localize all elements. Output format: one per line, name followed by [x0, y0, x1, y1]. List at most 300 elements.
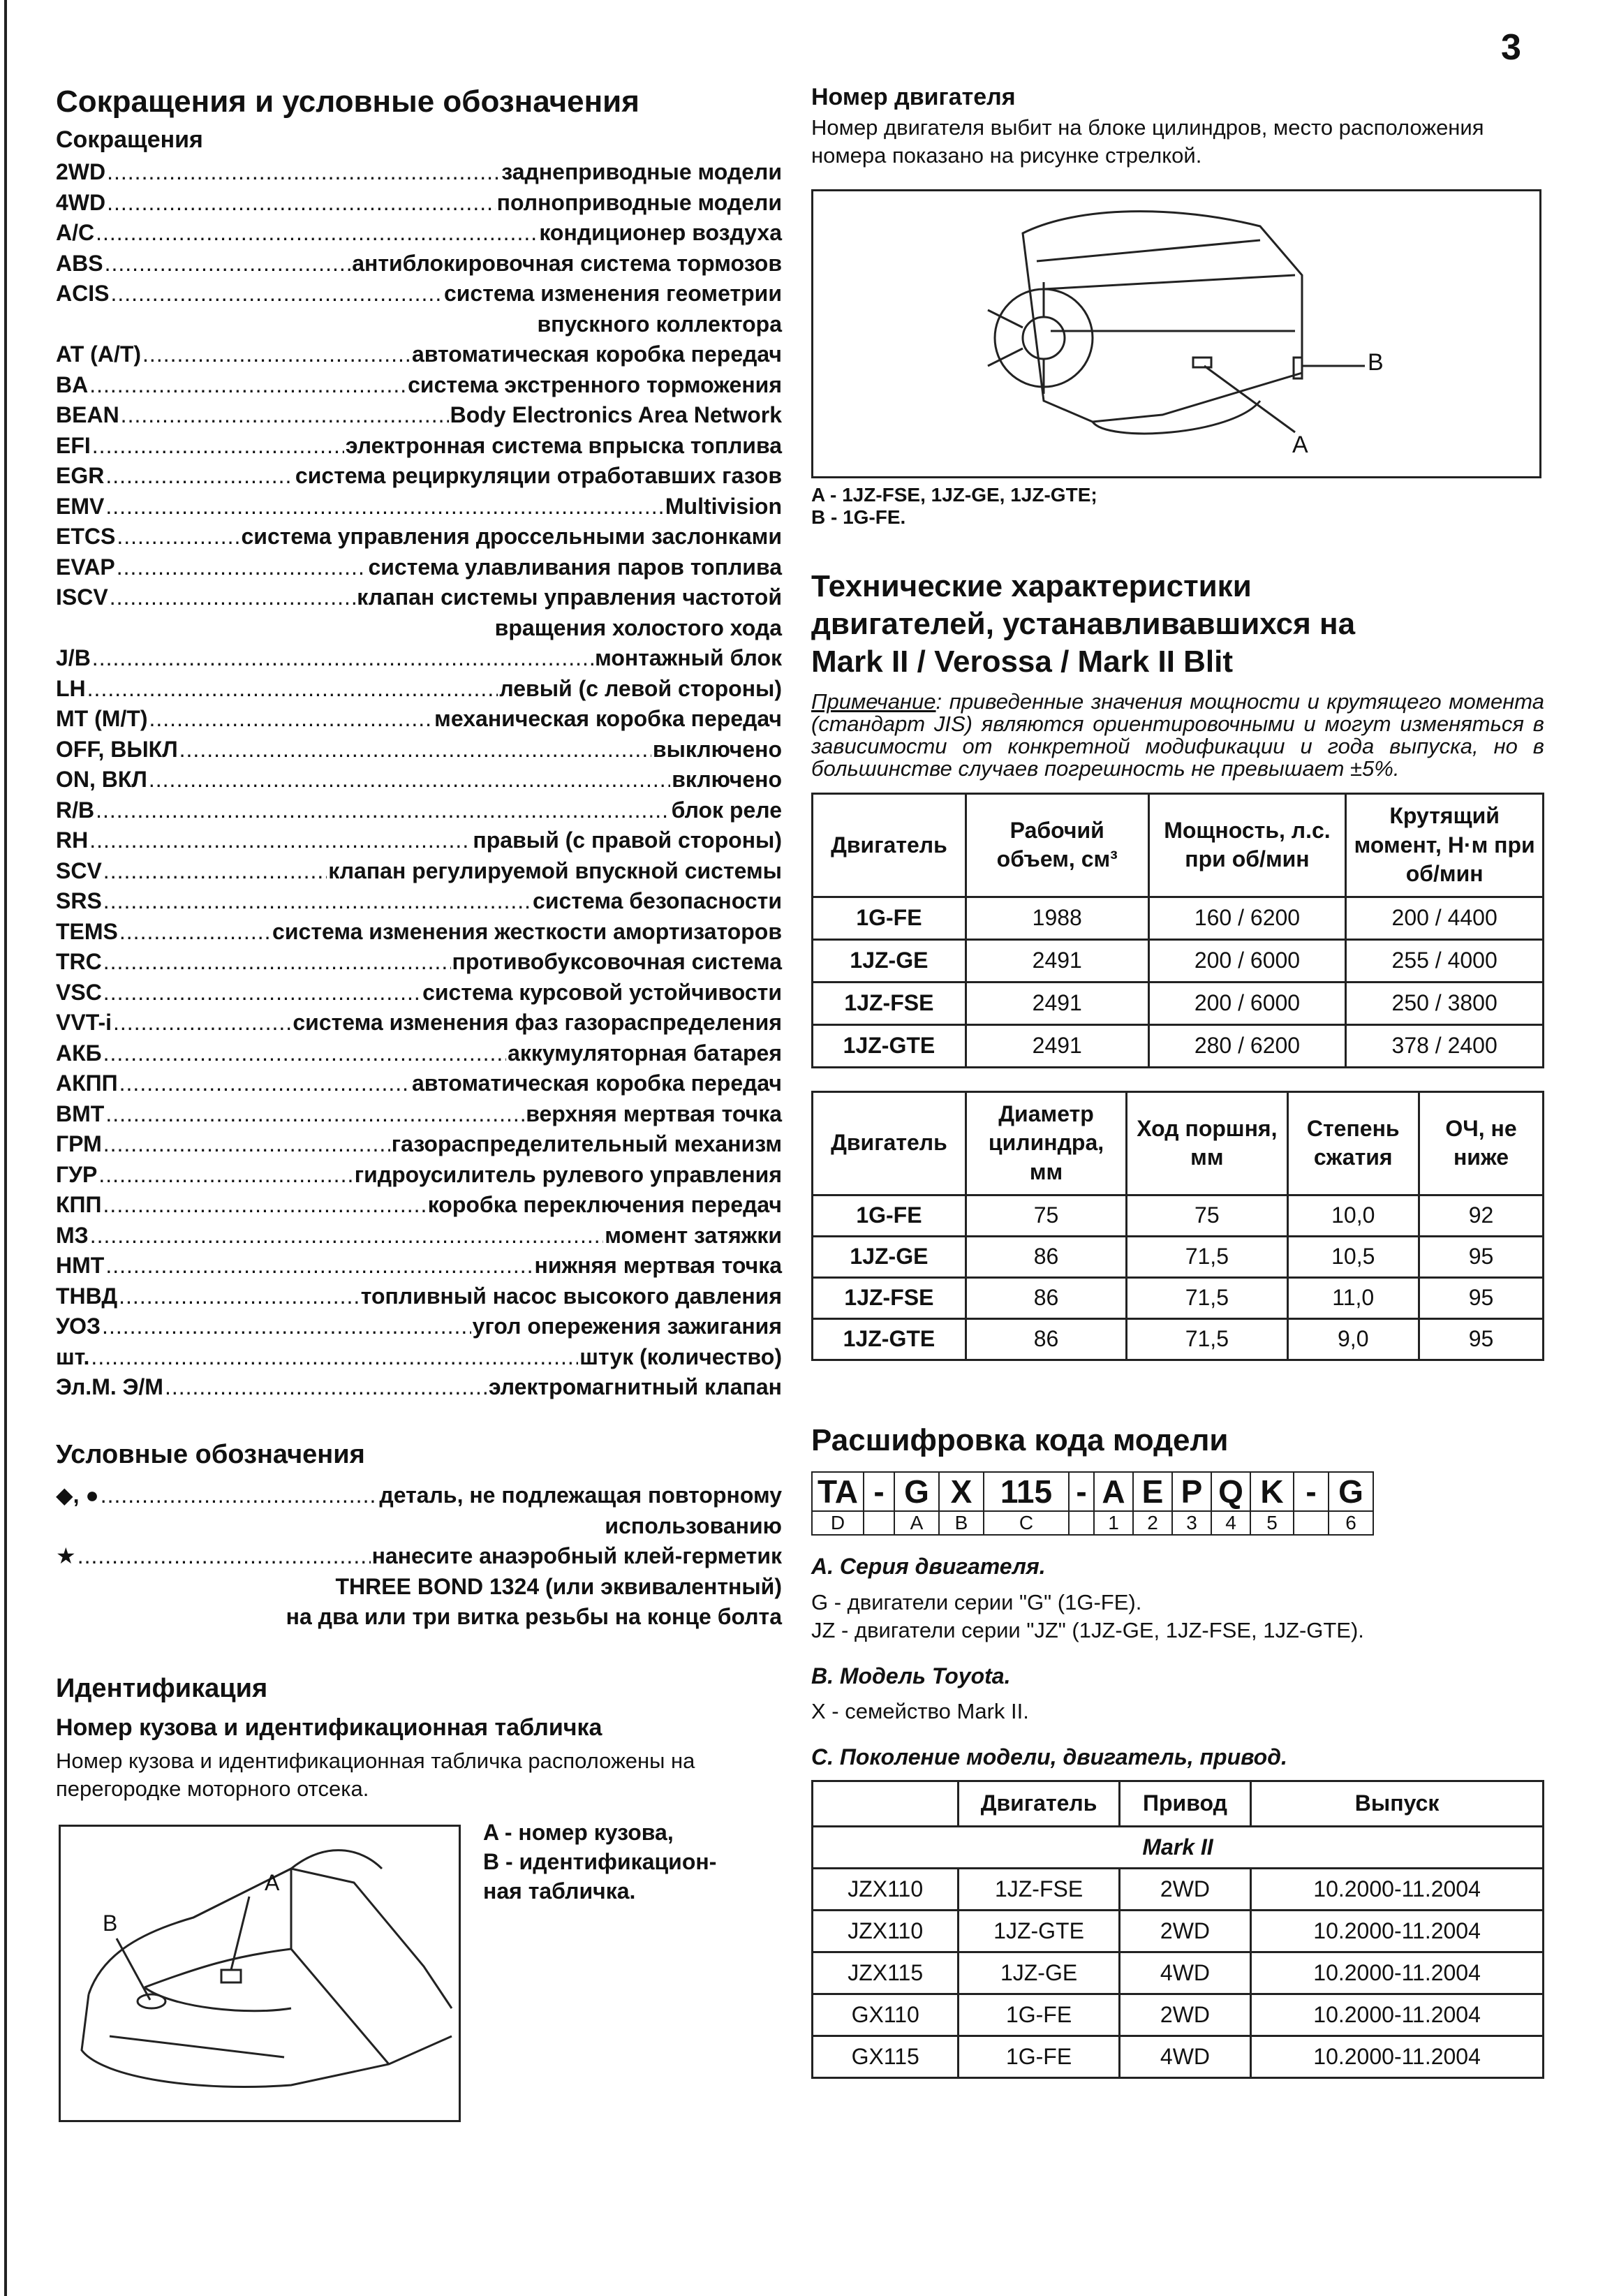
abbr-row: [56, 1281, 782, 1312]
dot-leader: [142, 339, 411, 370]
code-cell: 115: [984, 1472, 1069, 1511]
abbr-value: угол опережения зажигания: [472, 1313, 782, 1339]
table-cell: 200 / 4400: [1346, 897, 1544, 939]
identification-subtitle: Номер кузова и идентификационная табличка: [56, 1714, 602, 1742]
table-row: [813, 1994, 1544, 2036]
abbr-row: [56, 1342, 782, 1373]
table-cell: 95: [1419, 1236, 1543, 1277]
specs-title-line-1: Технические характеристики: [811, 569, 1252, 604]
dot-leader: [110, 582, 356, 613]
abbr-row: [56, 1160, 782, 1191]
code-index-cell: 3: [1172, 1511, 1211, 1535]
abbr-value: кондиционер воздуха: [539, 220, 782, 246]
specs-title-line-3: Mark II / Verossa / Mark II Blit: [811, 645, 1234, 679]
code-index-cell: C: [984, 1511, 1069, 1535]
abbr-row: [56, 1099, 782, 1130]
section-b-title: B. Модель Toyota.: [811, 1663, 1011, 1688]
table-cell: 86: [966, 1277, 1126, 1318]
abbr-value: клапан системы управления частотой: [357, 584, 782, 610]
code-index-cell: D: [812, 1511, 864, 1535]
table-header-cell: [813, 1781, 959, 1827]
table-cell: 2491: [966, 939, 1148, 982]
abbr-key: J/B: [56, 645, 91, 671]
engine-drawing: [813, 191, 1539, 476]
engine-number-title: Номер двигателя: [811, 84, 1016, 110]
abbr-continuation: на два или три витка резьбы на конце болта: [286, 1604, 782, 1630]
dot-leader: [77, 1541, 371, 1572]
dot-leader: [119, 1068, 411, 1099]
code-cell: -: [1294, 1472, 1329, 1511]
abbr-key: ТНВД: [56, 1283, 118, 1309]
abbr-continuation: THREE BOND 1324 (или эквивалентный): [335, 1573, 782, 1599]
dot-leader: [103, 978, 421, 1008]
abbr-value: верхняя мертвая точка: [526, 1101, 782, 1126]
code-index-cell: 5: [1250, 1511, 1294, 1535]
left-column: [56, 84, 782, 2125]
table-header-cell: Ход поршня, мм: [1127, 1091, 1287, 1195]
identification-section-title: Идентификация: [56, 1673, 268, 1703]
abbr-value: автоматическая коробка передач: [412, 341, 782, 367]
abbr-continuation: впускного коллектора: [537, 311, 782, 337]
right-column: [811, 82, 1544, 2079]
abbr-value: коробка переключения передач: [427, 1192, 782, 1218]
table-header-cell: Двигатель: [959, 1781, 1119, 1827]
abbr-value: система изменения геометрии: [443, 281, 782, 307]
abbr-value: включено: [672, 767, 782, 793]
abbr-value: система рециркуляции отработавших газов: [295, 463, 782, 489]
abbr-row: [56, 1129, 782, 1160]
table-cell: 2WD: [1119, 1910, 1250, 1952]
abbr-key: КПП: [56, 1192, 102, 1218]
abbr-value: Body Electronics Area Network: [450, 402, 782, 428]
section-c-title: C. Поколение модели, двигатель, привод.: [811, 1744, 1287, 1769]
table-cell: 255 / 4000: [1346, 939, 1544, 982]
car-figure-area: [56, 1818, 782, 2125]
abbr-key: ГУР: [56, 1161, 98, 1187]
engine-caption-b: B - 1G-FE.: [811, 506, 906, 529]
abbr-key: ★: [56, 1543, 76, 1569]
table-row: [813, 1318, 1544, 1360]
code-index-cell: A: [894, 1511, 939, 1535]
table-header-row: [813, 794, 1544, 897]
table-cell: 10,0: [1287, 1195, 1419, 1236]
code-cell: A: [1094, 1472, 1133, 1511]
table-header-cell: Степень сжатия: [1287, 1091, 1419, 1195]
dot-leader: [113, 1008, 291, 1038]
abbr-value: система управления дроссельными заслонками: [241, 524, 782, 550]
table-header-cell: ОЧ, не ниже: [1419, 1091, 1543, 1195]
abbreviations-subtitle: Сокращения: [56, 126, 203, 153]
dot-leader: [96, 795, 670, 826]
table-header-row: [813, 1781, 1544, 1827]
car-drawing: [61, 1827, 459, 2120]
table-cell: 75: [966, 1195, 1126, 1236]
table-cell: 10.2000-11.2004: [1251, 1868, 1544, 1910]
engine-number-text: Номер двигателя выбит на блоке цилиндров, место расположения номера показано на рисунке стрелкой.: [811, 115, 1484, 168]
abbr-value: система безопасности: [533, 888, 782, 914]
abbr-key: BA: [56, 371, 89, 397]
abbr-row: [56, 886, 782, 917]
abbr-key: ACIS: [56, 281, 110, 307]
table-cell: 71,5: [1127, 1236, 1287, 1277]
dot-leader: [89, 825, 471, 856]
dot-leader: [103, 886, 531, 917]
abbr-key: VSC: [56, 979, 102, 1005]
dot-leader: [165, 1372, 487, 1403]
code-cell: -: [864, 1472, 894, 1511]
abbreviation-list: [56, 157, 782, 1403]
abbr-row: [56, 1221, 782, 1251]
specs-title: [811, 568, 1544, 681]
dot-leader: [103, 947, 451, 978]
abbr-value: блок реле: [671, 797, 782, 823]
dot-leader: [119, 917, 271, 948]
abbr-row: [56, 856, 782, 887]
abbr-row: [56, 552, 782, 583]
table-cell: 1JZ-GE: [959, 1952, 1119, 1994]
dot-leader: [96, 218, 538, 249]
dot-leader: [149, 704, 434, 735]
table-row: [813, 1952, 1544, 1994]
table-cell: 280 / 6200: [1148, 1024, 1346, 1067]
model-code-table: [811, 1471, 1374, 1536]
specs-title-line-2: двигателей, устанавливавшихся на: [811, 607, 1356, 642]
abbr-key: A/C: [56, 220, 95, 246]
abbr-value: заднеприводные модели: [501, 159, 782, 185]
abbr-value: электромагнитный клапан: [488, 1374, 782, 1400]
dot-leader: [117, 552, 367, 583]
table-cell: 1G-FE: [959, 2036, 1119, 2077]
abbr-row: [56, 461, 782, 492]
abbr-value: газораспределительный механизм: [391, 1131, 782, 1157]
table-cell: 9,0: [1287, 1318, 1419, 1360]
engine-caption-a: A - 1JZ-FSE, 1JZ-GE, 1JZ-GTE;: [811, 484, 1097, 506]
car-label-a: A: [265, 1869, 280, 1895]
table-cell: 2WD: [1119, 1994, 1250, 2036]
abbr-row: [56, 643, 782, 674]
abbr-value: автоматическая коробка передач: [412, 1070, 782, 1096]
abbr-value: механическая коробка передач: [434, 706, 782, 732]
table-row: [813, 1195, 1544, 1236]
table-cell: 2WD: [1119, 1868, 1250, 1910]
code-top-row: [812, 1472, 1373, 1511]
abbr-key: TEMS: [56, 918, 118, 944]
page-edge-line: [4, 0, 7, 2296]
abbr-key: EFI: [56, 432, 91, 458]
abbr-row: [56, 188, 782, 219]
abbr-key: ON, ВКЛ: [56, 767, 147, 793]
abbreviations-section-title: Сокращения и условные обозначения: [56, 84, 639, 119]
abbr-row: [56, 1480, 782, 1511]
dot-leader: [105, 1099, 524, 1130]
table-row: [813, 1910, 1544, 1952]
table-cell: 95: [1419, 1318, 1543, 1360]
abbr-value: штук (количество): [579, 1344, 782, 1369]
abbr-key: MT (M/T): [56, 706, 148, 732]
table-cell: 92: [1419, 1195, 1543, 1236]
car-caption-b1: B - идентификацион-: [483, 1848, 717, 1874]
section-b-line-1: X - семейство Mark II.: [811, 1699, 1029, 1724]
note-text: : приведенные значения мощности и крутящего момента (стандарт JIS) являются ориентировочными и могут изменяться в зависимости от конкретной модификации и года выпуска, но в большинстве случаев погрешность не превышает ±5%.: [811, 689, 1544, 781]
table-cell: 86: [966, 1318, 1126, 1360]
abbr-value: деталь, не подлежащая повторному: [379, 1482, 782, 1508]
table-cell: 1JZ-FSE: [813, 982, 966, 1024]
table-row: [813, 897, 1544, 939]
table-cell: 160 / 6200: [1148, 897, 1346, 939]
abbr-value: аккумуляторная батарея: [508, 1040, 782, 1066]
table-cell: 1JZ-GTE: [813, 1318, 966, 1360]
abbr-value: противобуксовочная система: [452, 949, 782, 975]
engine-caption: [811, 484, 1544, 529]
dot-leader: [91, 1342, 578, 1373]
abbr-key: OFF, ВЫКЛ: [56, 736, 178, 762]
abbr-continuation: вращения холостого хода: [494, 615, 782, 640]
table-cell: 1JZ-GTE: [813, 1024, 966, 1067]
table-cell: JZX115: [813, 1952, 959, 1994]
model-code-title: Расшифровка кода модели: [811, 1422, 1229, 1457]
table-row: [813, 1277, 1544, 1318]
abbr-value: система изменения фаз газораспределения: [293, 1010, 782, 1036]
abbr-row: [56, 279, 782, 309]
symbol-list: [56, 1480, 782, 1633]
abbr-key: RH: [56, 827, 89, 853]
abbr-key: 4WD: [56, 189, 106, 215]
dot-leader: [105, 492, 664, 522]
dot-leader: [92, 643, 593, 674]
dot-leader: [92, 431, 344, 462]
table-cell: 10.2000-11.2004: [1251, 2036, 1544, 2077]
table-header-cell: Диаметр цилиндра, мм: [966, 1091, 1126, 1195]
abbr-value: система курсовой устойчивости: [422, 979, 782, 1005]
abbr-key: ВМТ: [56, 1101, 105, 1126]
abbr-row: [56, 582, 782, 613]
dot-leader: [101, 1480, 378, 1511]
dot-leader: [102, 1311, 471, 1342]
abbr-row: [56, 1038, 782, 1069]
table-cell: 11,0: [1287, 1277, 1419, 1318]
table-cell: 95: [1419, 1277, 1543, 1318]
abbr-continuation: использованию: [605, 1513, 782, 1538]
table-cell: 10,5: [1287, 1236, 1419, 1277]
code-cell: G: [894, 1472, 939, 1511]
dot-leader: [105, 249, 351, 279]
dot-leader: [105, 1251, 533, 1281]
table-cell: 10.2000-11.2004: [1251, 1994, 1544, 2036]
table-header-cell: Выпуск: [1251, 1781, 1544, 1827]
code-cell: G: [1329, 1472, 1373, 1511]
abbr-key: МЗ: [56, 1222, 89, 1248]
code-index-cell: 2: [1133, 1511, 1172, 1535]
table-header-row: [813, 1091, 1544, 1195]
car-label-b: B: [103, 1910, 118, 1936]
table-cell: JZX110: [813, 1868, 959, 1910]
note-label: Примечание: [811, 689, 936, 714]
abbr-row: [56, 522, 782, 552]
table-cell: 378 / 2400: [1346, 1024, 1544, 1067]
abbr-row: [56, 825, 782, 856]
table-cell: 1G-FE: [813, 1195, 966, 1236]
engine-label-b: B: [1368, 349, 1384, 376]
table-cell: 71,5: [1127, 1277, 1287, 1318]
abbr-key: SRS: [56, 888, 102, 914]
abbr-key: TRC: [56, 949, 102, 975]
dot-leader: [105, 461, 294, 492]
abbr-row: [56, 674, 782, 705]
code-index-cell: [864, 1511, 894, 1535]
abbr-key: 2WD: [56, 159, 106, 185]
code-index-cell: 6: [1329, 1511, 1373, 1535]
car-illustration: [59, 1825, 461, 2122]
abbr-value: топливный насос высокого давления: [360, 1283, 782, 1309]
abbr-value: система улавливания паров топлива: [368, 554, 782, 580]
abbr-key: EVAP: [56, 554, 115, 580]
table-row: [813, 1868, 1544, 1910]
table-header-cell: Рабочий объем, см³: [966, 794, 1148, 897]
table-cell: 2491: [966, 1024, 1148, 1067]
table-group-cell: Mark II: [813, 1826, 1544, 1868]
engine-label-a: A: [1292, 432, 1308, 459]
code-cell: X: [939, 1472, 984, 1511]
abbr-row: [56, 795, 782, 826]
abbr-value: левый (с левой стороны): [499, 675, 782, 701]
model-generation-table: [811, 1780, 1544, 2079]
abbr-key: LH: [56, 675, 86, 701]
abbr-value: антиблокировочная система тормозов: [352, 250, 782, 276]
table-row: [813, 982, 1544, 1024]
table-row: [813, 1024, 1544, 1067]
abbr-value: монтажный блок: [595, 645, 782, 671]
abbr-row: [56, 1541, 782, 1572]
abbr-key: ABS: [56, 250, 103, 276]
abbr-key: BEAN: [56, 402, 119, 428]
table-cell: 75: [1127, 1195, 1287, 1236]
dot-leader: [98, 1160, 353, 1191]
table-cell: 1JZ-FSE: [813, 1277, 966, 1318]
table-cell: JZX110: [813, 1910, 959, 1952]
dot-leader: [121, 400, 449, 431]
abbr-row: [56, 400, 782, 431]
abbr-value: выключено: [652, 736, 782, 762]
abbr-value: система изменения жесткости амортизаторов: [272, 918, 782, 944]
abbr-row: [56, 1372, 782, 1403]
code-index-cell: [1294, 1511, 1329, 1535]
code-index-cell: B: [939, 1511, 984, 1535]
code-bottom-row: [812, 1511, 1373, 1535]
dot-leader: [149, 765, 670, 795]
abbr-row: [56, 735, 782, 765]
table-cell: 2491: [966, 982, 1148, 1024]
table-header-cell: Привод: [1119, 1781, 1250, 1827]
abbr-row: [56, 765, 782, 795]
table-cell: 71,5: [1127, 1318, 1287, 1360]
abbr-key: АКБ: [56, 1040, 102, 1066]
engine-illustration: [811, 189, 1541, 478]
abbr-row: [56, 431, 782, 462]
abbr-row: [56, 1008, 782, 1038]
abbr-row: [56, 1068, 782, 1099]
identification-text: Номер кузова и идентификационная табличка расположены на перегородке моторного отсека.: [56, 1748, 695, 1802]
table-cell: 200 / 6000: [1148, 982, 1346, 1024]
abbr-row: [56, 218, 782, 249]
dot-leader: [103, 856, 327, 887]
code-index-cell: 1: [1094, 1511, 1133, 1535]
code-index-cell: [1069, 1511, 1094, 1535]
abbr-row: [56, 1190, 782, 1221]
abbr-row: [56, 249, 782, 279]
code-cell: -: [1069, 1472, 1094, 1511]
table-cell: 200 / 6000: [1148, 939, 1346, 982]
table-cell: 10.2000-11.2004: [1251, 1910, 1544, 1952]
table-cell: 250 / 3800: [1346, 982, 1544, 1024]
abbr-value: электронная система впрыска топлива: [345, 432, 782, 458]
abbr-key: АКПП: [56, 1070, 118, 1096]
table-header-cell: Двигатель: [813, 1091, 966, 1195]
abbr-row: [56, 978, 782, 1008]
abbr-key: НМТ: [56, 1253, 105, 1279]
table-cell: 4WD: [1119, 2036, 1250, 2077]
abbr-row: [56, 157, 782, 188]
abbr-value: клапан регулируемой впускной системы: [328, 858, 782, 883]
page-number: 3: [1501, 27, 1521, 68]
section-a-title: A. Серия двигателя.: [811, 1554, 1046, 1580]
dot-leader: [89, 370, 406, 401]
table-cell: 1JZ-GE: [813, 939, 966, 982]
abbr-row: [56, 917, 782, 948]
abbr-key: УОЗ: [56, 1313, 101, 1339]
specs-note: [811, 691, 1544, 780]
section-a-line-2: JZ - двигатели серии "JZ" (1JZ-GE, 1JZ-FSE, 1JZ-GTE).: [811, 1618, 1364, 1643]
table-cell: 1JZ-GE: [813, 1236, 966, 1277]
table-cell: 1JZ-GTE: [959, 1910, 1119, 1952]
dot-leader: [119, 1281, 360, 1312]
abbr-key: R/B: [56, 797, 95, 823]
abbr-row: [56, 704, 782, 735]
abbr-row: [56, 370, 782, 401]
table-header-cell: Крутящий момент, Н·м при об/мин: [1346, 794, 1544, 897]
abbr-row: [56, 1251, 782, 1281]
abbr-key: ETCS: [56, 524, 116, 550]
dot-leader: [107, 157, 500, 188]
abbr-key: SCV: [56, 858, 102, 883]
table-cell: 1JZ-FSE: [959, 1868, 1119, 1910]
abbr-row: [56, 339, 782, 370]
table-row: [813, 1236, 1544, 1277]
abbr-value: нанесите анаэробный клей-герметик: [371, 1543, 782, 1569]
table-cell: 10.2000-11.2004: [1251, 1952, 1544, 1994]
abbr-key: AT (A/T): [56, 341, 142, 367]
code-index-cell: 4: [1211, 1511, 1250, 1535]
dot-leader: [103, 1038, 506, 1069]
code-cell: E: [1133, 1472, 1172, 1511]
dot-leader: [103, 1129, 390, 1160]
car-caption: [483, 1818, 716, 1906]
abbr-key: ISCV: [56, 584, 108, 610]
section-a-line-1: G - двигатели серии "G" (1G-FE).: [811, 1590, 1142, 1615]
abbr-row: [56, 1311, 782, 1342]
table-header-cell: Двигатель: [813, 794, 966, 897]
table-header-cell: Мощность, л.с. при об/мин: [1148, 794, 1346, 897]
engine-specs-table-1: [811, 793, 1544, 1068]
dot-leader: [110, 279, 443, 309]
abbr-value: гидроусилитель рулевого управления: [354, 1161, 782, 1187]
abbr-key: EMV: [56, 493, 105, 519]
dot-leader: [179, 735, 651, 765]
code-cell: Q: [1211, 1472, 1250, 1511]
abbr-key: ГРМ: [56, 1131, 102, 1157]
code-cell: TA: [812, 1472, 864, 1511]
abbr-value: полноприводные модели: [496, 189, 782, 215]
abbr-key: шт.: [56, 1344, 90, 1369]
